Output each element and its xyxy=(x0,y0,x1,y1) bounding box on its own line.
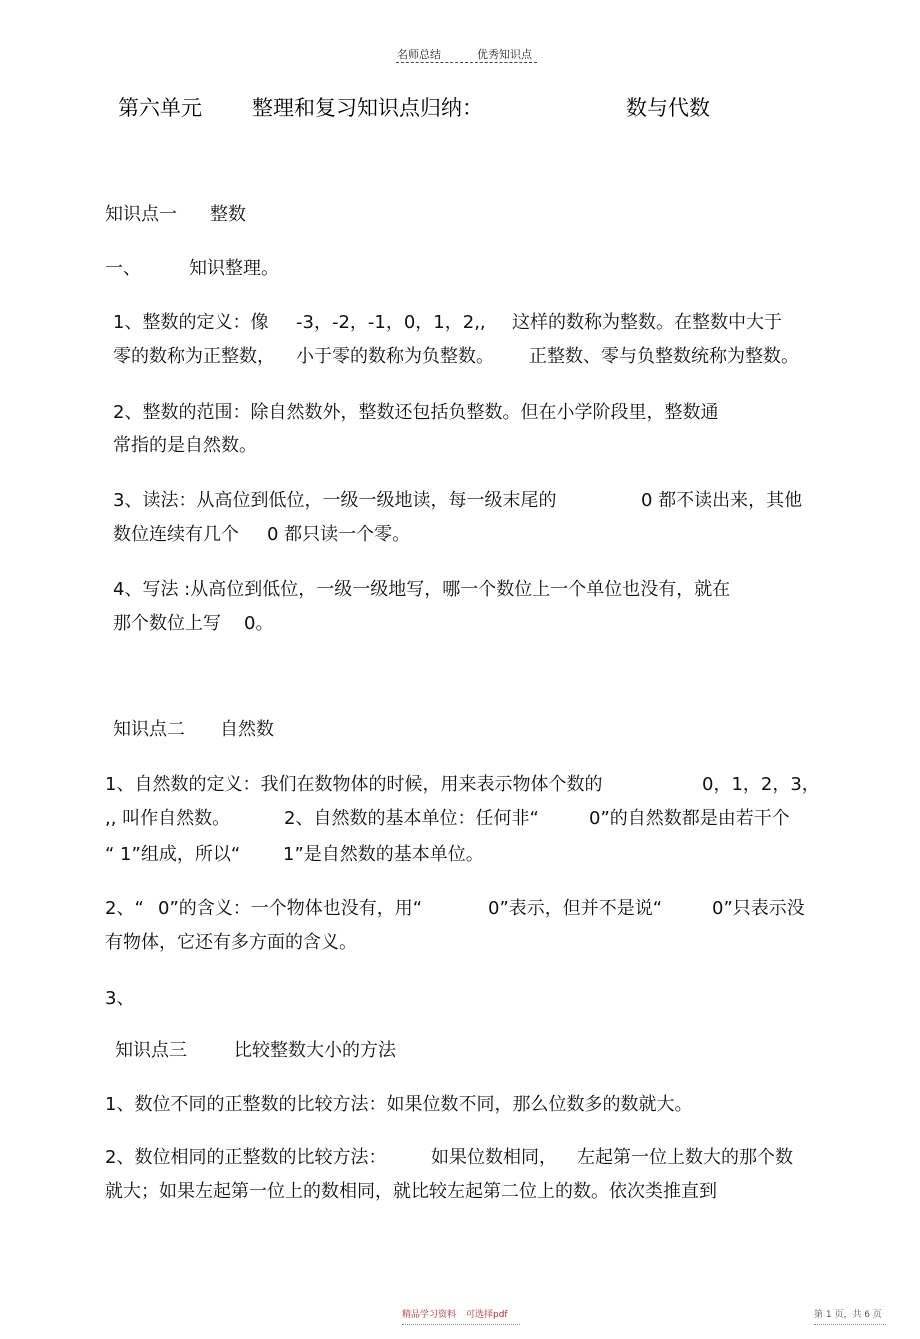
s3-item2-line1-a: 2、数位相同的正整数的比较方法： xyxy=(105,1147,387,1168)
s1-item4-line2-b: 0。 xyxy=(244,613,274,634)
footer-left-a: 精品学习资料 xyxy=(402,1310,457,1320)
header-left-text: 名师总结 xyxy=(397,48,441,61)
s1-item3-line2-b: 0 都只读一个零。 xyxy=(267,524,411,545)
section1-sub-text: 知识整理。 xyxy=(189,258,279,279)
header-divider xyxy=(396,62,537,63)
s2-item2-line1-d: 0”只表示没 xyxy=(712,898,805,919)
section1-heading-label: 知识点一 xyxy=(105,204,177,225)
s1-item1-line2-a: 零的数称为正整数， xyxy=(113,346,275,367)
section2-heading-title: 自然数 xyxy=(220,719,274,740)
s1-item2-line2: 常指的是自然数。 xyxy=(113,435,257,456)
s1-item1-line2-c: 正整数、零与负整数统称为整数。 xyxy=(529,346,799,367)
s2-item1-line2-b: 2、自然数的基本单位：任何非“ xyxy=(284,808,539,829)
section2-heading-label: 知识点二 xyxy=(113,719,185,740)
title-topic: 数与代数 xyxy=(626,96,710,120)
s2-item2-line2: 有物体，它还有多方面的含义。 xyxy=(105,932,357,953)
s3-item1: 1、数位不同的正整数的比较方法：如果位数不同，那么位数多的数就大。 xyxy=(105,1094,693,1115)
s1-item4-line1: 4、写法 :从高位到低位，一级一级地写，哪一个数位上一个单位也没有，就在 xyxy=(113,579,731,600)
s2-item3: 3、 xyxy=(105,988,135,1009)
s1-item3-line1-a: 3、读法：从高位到低位，一级一级地读，每一级末尾的 xyxy=(113,490,557,511)
s1-item3-line1-b: 0 都不读出来，其他 xyxy=(641,490,803,511)
section1-heading-title: 整数 xyxy=(210,204,246,225)
s1-item1-line2-b: 小于零的数称为负整数。 xyxy=(296,346,494,367)
s3-item2-line2: 就大；如果左起第一位上的数相同，就比较左起第二位上的数。依次类推直到 xyxy=(105,1181,717,1202)
section3-heading-title: 比较整数大小的方法 xyxy=(234,1040,396,1061)
header-right-text: 优秀知识点 xyxy=(477,48,532,61)
s2-item1-line2-a: ,, 叫作自然数。 xyxy=(105,808,231,829)
s2-item1-line1-a: 1、自然数的定义：我们在数物体的时候，用来表示物体个数的 xyxy=(105,774,603,795)
s2-item1-line1-b: 0，1，2，3， xyxy=(702,774,820,795)
s1-item1-line1-a: 1、整数的定义：像 xyxy=(113,312,269,333)
s3-item2-line1-c: 左起第一位上数大的那个数 xyxy=(577,1147,793,1168)
footer-left-b: 可选择pdf xyxy=(466,1310,508,1320)
s1-item2-line1: 2、整数的范围：除自然数外，整数还包括负整数。但在小学阶段里，整数通 xyxy=(113,402,719,423)
s1-item4-line2-a: 那个数位上写 xyxy=(113,613,221,634)
s2-item1-line3-b: 1”是自然数的基本单位。 xyxy=(283,844,484,865)
section3-heading-label: 知识点三 xyxy=(115,1040,187,1061)
s3-item2-line1-b: 如果位数相同， xyxy=(431,1147,557,1168)
s2-item1-line3-a: “ 1”组成，所以“ xyxy=(105,844,241,865)
footer-right-dots xyxy=(814,1324,886,1325)
s2-item2-line1-c: 0”表示，但并不是说“ xyxy=(488,898,663,919)
s2-item2-line1-a: 2、“ xyxy=(105,898,144,919)
s1-item3-line2-a: 数位连续有几个 xyxy=(113,524,239,545)
title-main: 整理和复习知识点归纳： xyxy=(252,96,483,120)
s1-item1-line1-c: 这样的数称为整数。在整数中大于 xyxy=(512,312,782,333)
s2-item2-line1-b: 0”的含义：一个物体也没有，用“ xyxy=(158,898,423,919)
footer-page-number: 第 1 页，共 6 页 xyxy=(814,1310,882,1320)
title-unit: 第六单元 xyxy=(118,96,202,120)
s2-item1-line2-c: 0”的自然数都是由若干个 xyxy=(589,808,790,829)
section1-sub-number: 一、 xyxy=(105,258,141,279)
footer-left-dots xyxy=(402,1324,520,1325)
s1-item1-line1-b: -3，-2，-1，0，1，2,, xyxy=(296,312,486,333)
